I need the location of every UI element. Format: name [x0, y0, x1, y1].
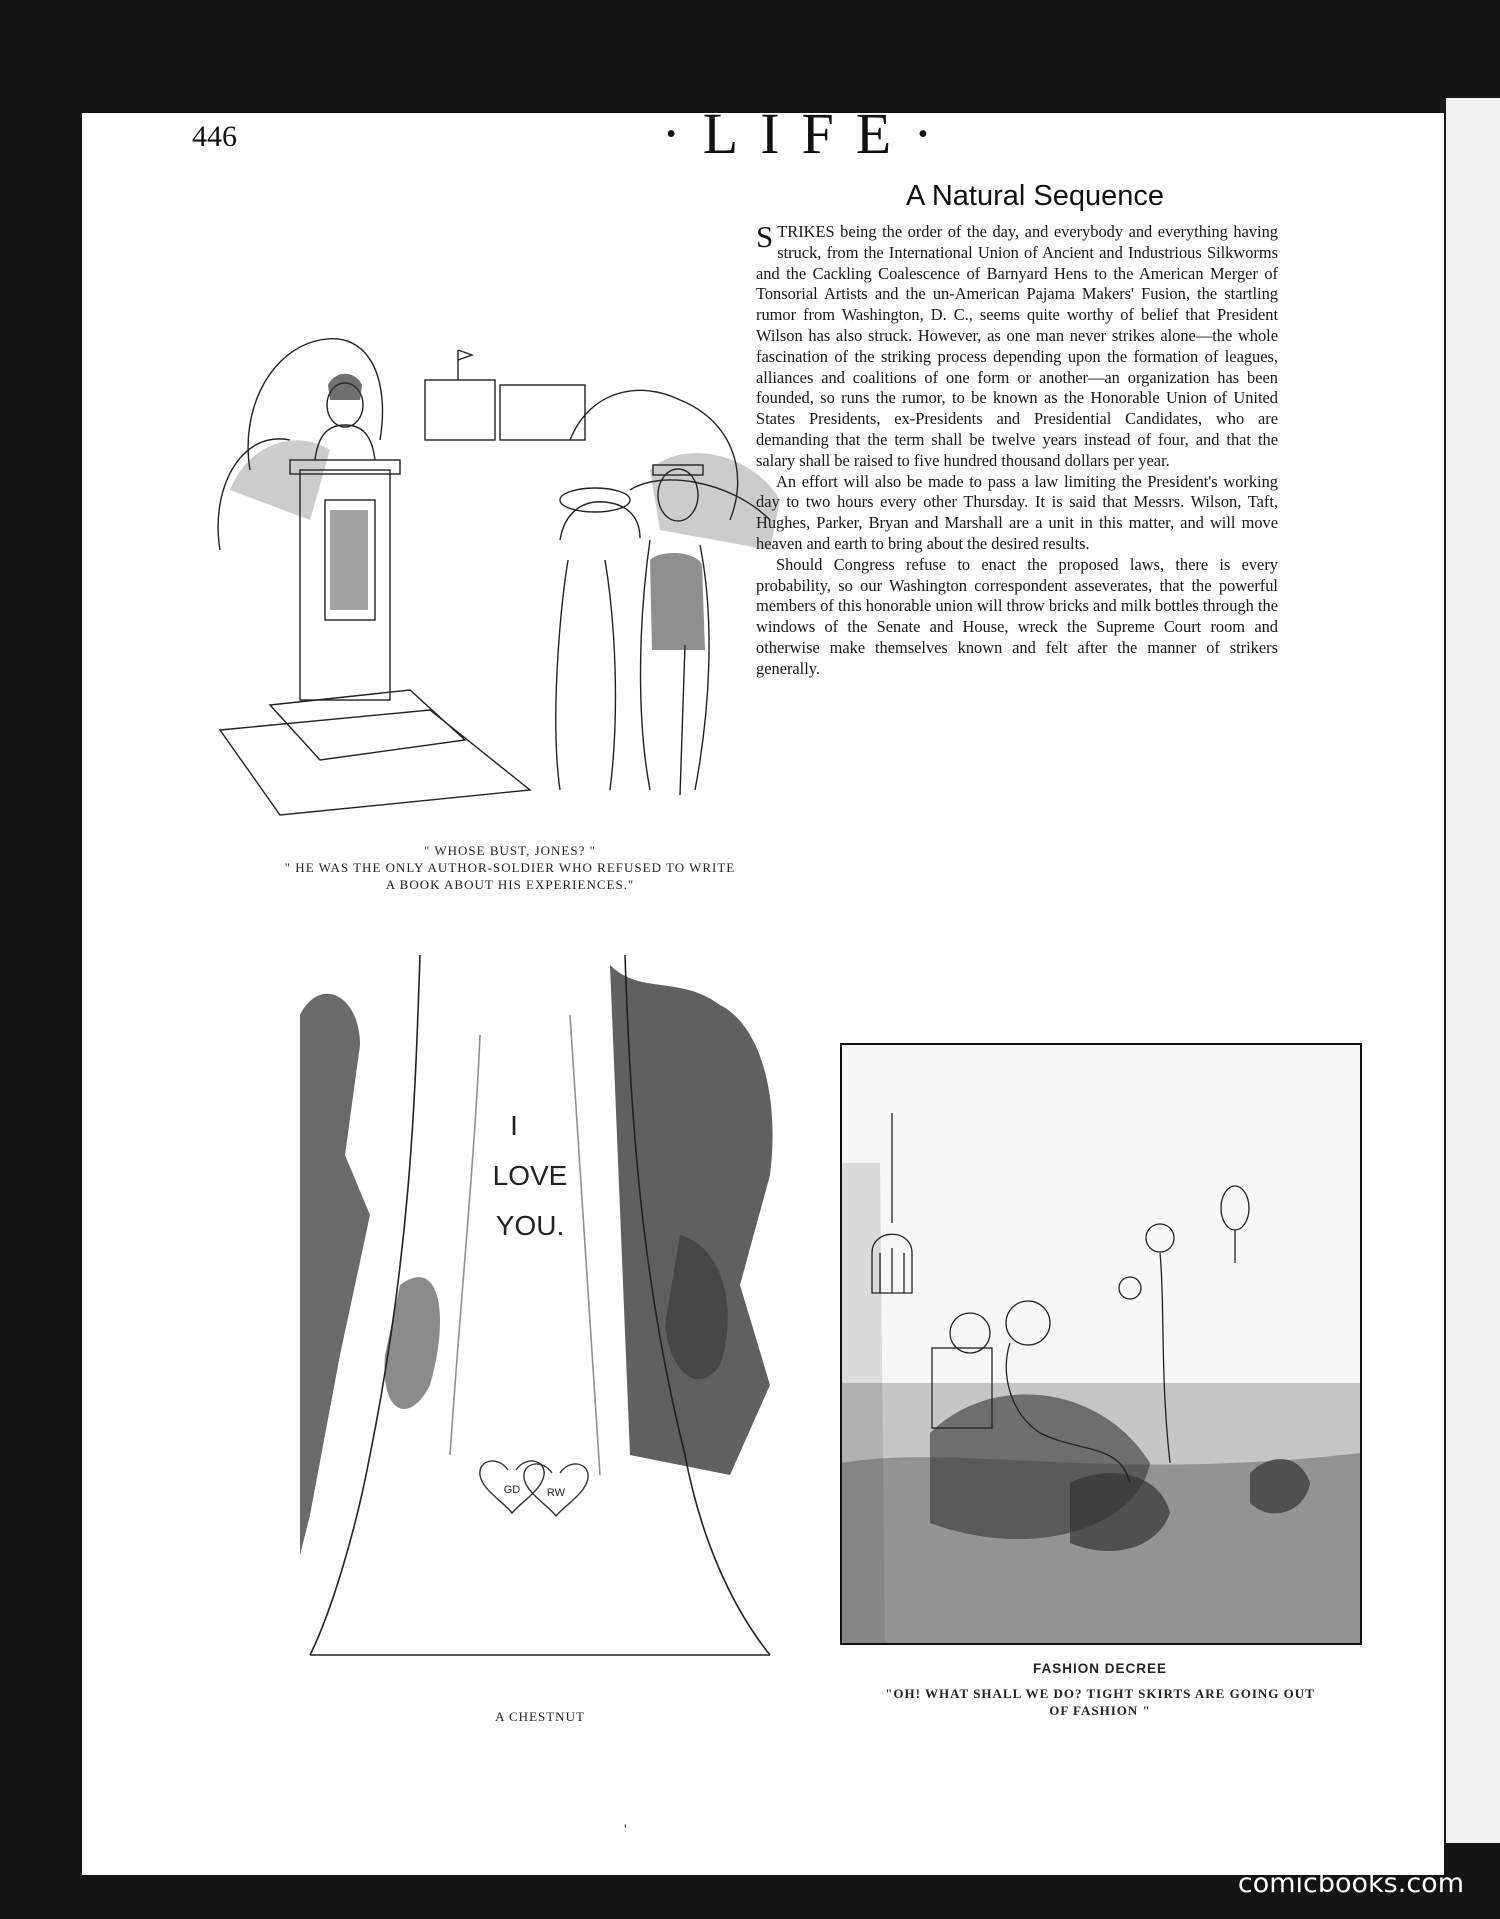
article-paragraph: Should Congress refuse to enact the proposed laws, there is every probability, so our Washington correspondent asseverates, that the powerful members of this honorable union will throw bricks and milk bottles through the windows of the Senate and House, wreck the Supreme Court room and otherwise make themselves known and felt after the manner of strikers generally.	[756, 554, 1278, 678]
masthead: ·LIFE·	[661, 101, 955, 166]
footer-mark: '	[624, 1822, 627, 1838]
watermark: comicbooks.com	[1237, 1868, 1464, 1899]
page-number: 446	[192, 120, 237, 153]
chestnut-illustration	[300, 955, 800, 1665]
article-body	[756, 219, 1278, 680]
bust-caption	[210, 842, 810, 893]
carving-initials: RW	[546, 1487, 566, 1499]
fashion-quote: "OH! WHAT SHALL WE DO? TIGHT SKIRTS ARE GOING OUT	[885, 1686, 1315, 1701]
article-paragraph: STRIKES being the order of the day, and everybody and everything having struck, from the International Union of Ancient and Industrious Silkworms and the Cackling Coalescence of Barnyard Hens to the American Merger of Tonsorial Artists and the un-American Pajama Makers' Fusion, the startling rumor from Washington, D. C., seems quite worthy of belief that President Wilson has also struck. However, as one man never strikes alone—the whole fascination of the striking process depending upon the formation of leagues, alliances and coalitions of one form or another—an organization has been founded, so runs the rumor, to be known as the Honorable Union of United States Presidents, ex-Presidents and Presidential Candidates, who are demanding that the term shall be twelve years instead of four, and that the salary shall be raised to five hundred thousand dollars per year.	[756, 219, 1278, 470]
bust-caption-line: A BOOK ABOUT HIS EXPERIENCES."	[385, 877, 635, 892]
chestnut-caption: A CHESTNUT	[495, 1709, 585, 1724]
carving-line: YOU.	[495, 1210, 565, 1241]
fashion-illustration	[840, 1043, 1362, 1645]
carving-initials: GD	[503, 1484, 521, 1496]
drop-cap: S	[756, 219, 774, 254]
fashion-caption	[830, 1660, 1370, 1719]
article-paragraph: An effort will also be made to pass a law limiting the President's working day to two hours every other Thursday. It is said that Messrs. Wilson, Taft, Hughes, Parker, Bryan and Marshall are a unit in this matter, and will move heaven and earth to bring about the desired results.	[756, 471, 1278, 553]
carving-line: I	[510, 1110, 518, 1141]
fashion-title: FASHION DECREE	[1032, 1661, 1168, 1676]
article-title: A Natural Sequence	[906, 180, 1164, 212]
fashion-quote: OF FASHION "	[1049, 1703, 1151, 1718]
bust-illustration	[210, 290, 810, 835]
bust-caption-line: " HE WAS THE ONLY AUTHOR-SOLDIER WHO REFUSED TO WRITE	[284, 860, 736, 875]
carving-line: LOVE	[492, 1160, 568, 1191]
adjacent-page-edge	[1440, 98, 1500, 1843]
bust-caption-line: " WHOSE BUST, JONES? "	[424, 843, 596, 858]
